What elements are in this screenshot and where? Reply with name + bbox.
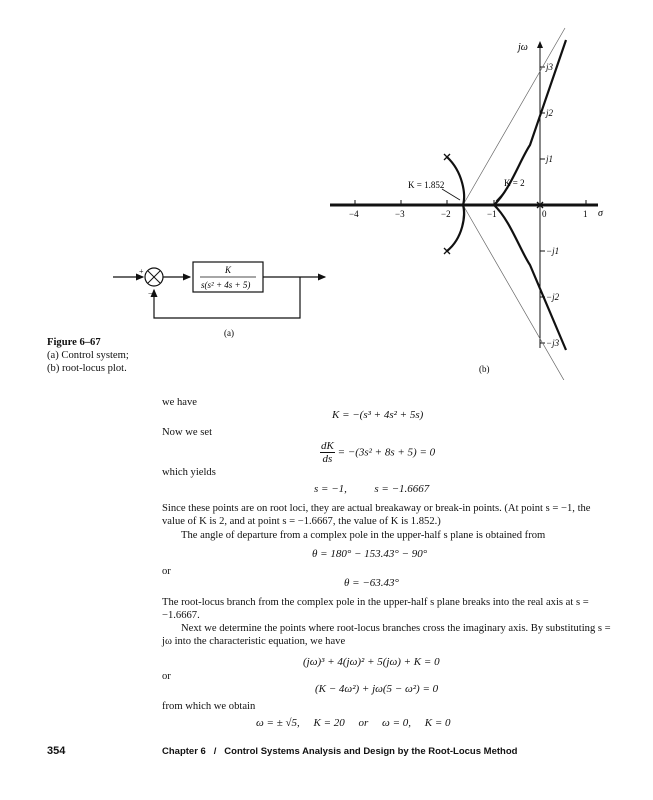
tf-numerator: K: [225, 265, 232, 275]
tick-imag-j2: j2: [546, 108, 554, 118]
equation-2: [320, 440, 435, 465]
tf-denominator: s(s² + 4s + 5): [201, 280, 251, 290]
tick-real-m4: −4: [349, 209, 359, 219]
tick-real-0: 0: [542, 209, 547, 219]
caption-b: (b) root-locus plot.: [47, 363, 127, 374]
paragraph-1: Since these points are on root loci, they are actual breakaway or break-in points. (At point s = −1, the value of K is 2, and at point s = −1.6667, the value of K is 1.852.): [162, 503, 591, 527]
tick-real-1: 1: [583, 209, 588, 219]
text-we-have: we have: [162, 397, 197, 408]
block-diagram: [0, 0, 653, 380]
text-or-1: or: [162, 566, 171, 577]
caption-a: (a) Control system;: [47, 350, 129, 361]
annotation-k2: K = 2: [504, 178, 525, 188]
page-number: 354: [47, 745, 66, 757]
tick-imag-mj2: −j2: [546, 292, 560, 302]
eq2-rhs: = −(3s² + 8s + 5) = 0: [337, 446, 436, 459]
equation-5: θ = −63.43°: [344, 577, 399, 589]
tick-real-m1: −1: [487, 209, 497, 219]
equation-7: (K − 4ω²) + jω(5 − ω²) = 0: [315, 683, 439, 695]
tick-imag-j3: j3: [546, 62, 554, 72]
axis-sigma-label: σ: [598, 208, 603, 219]
equation-6: (jω)³ + 4(jω)² + 5(jω) + K = 0: [303, 656, 440, 668]
text-or-2: or: [162, 671, 171, 682]
chapter-footer: Chapter 6 / Control Systems Analysis and Design by the Root-Locus Method: [162, 746, 518, 757]
figure-number: Figure 6–67: [47, 337, 101, 348]
label-b: (b): [479, 364, 490, 374]
sum-minus: −: [148, 289, 153, 298]
tick-imag-mj3: −j3: [546, 338, 560, 348]
sum-plus: +: [139, 267, 144, 276]
equation-4: θ = 180° − 153.43° − 90°: [312, 548, 428, 560]
equation-3: s = −1, s = −1.6667: [314, 483, 430, 495]
equation-1: K = −(s³ + 4s² + 5s): [332, 409, 424, 421]
tick-real-m2: −2: [441, 209, 451, 219]
equation-8: ω = ± √5, K = 20 or ω = 0, K = 0: [256, 717, 451, 729]
tick-imag-j1: j1: [546, 154, 554, 164]
tick-imag-mj1: −j1: [546, 246, 560, 256]
label-a: (a): [224, 328, 234, 338]
text-which-yields: which yields: [162, 467, 216, 478]
text-from-which: from which we obtain: [162, 701, 256, 712]
paragraph-3: The root-locus branch from the complex pole in the upper-half s plane breaks into the real axis at s = −1.6667.: [162, 597, 589, 621]
eq2-denominator: ds: [322, 453, 333, 465]
paragraph-4: Next we determine the points where root-locus branches cross the imaginary axis. By substituting s = jω into the characteristic equation, we have: [162, 623, 611, 647]
axis-jw-label: jω: [518, 42, 528, 53]
text-now-we-set: Now we set: [162, 427, 213, 438]
eq2-numerator: dK: [321, 440, 334, 452]
paragraph-2: The angle of departure from a complex pole in the upper-half s plane is obtained from: [181, 530, 546, 541]
tick-real-m3: −3: [395, 209, 405, 219]
figure-caption: [47, 336, 129, 375]
annotation-k1852: K = 1.852: [408, 180, 445, 190]
